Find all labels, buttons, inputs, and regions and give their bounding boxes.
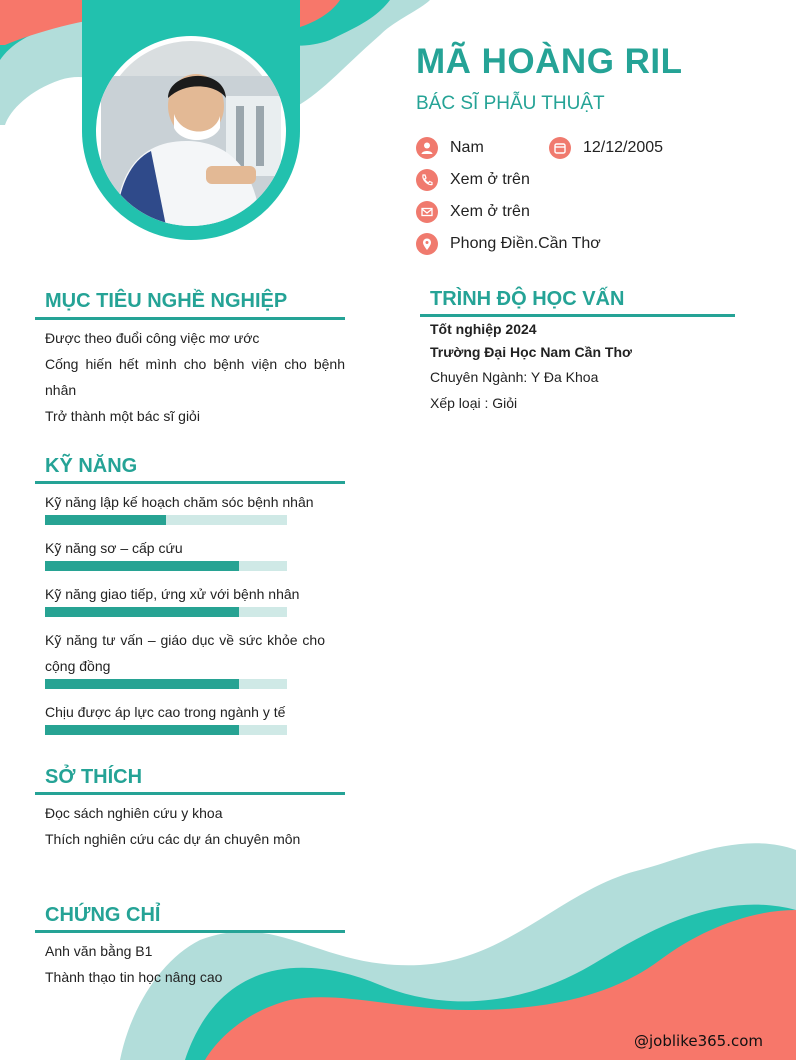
skill-bar xyxy=(45,607,287,617)
skill-label: Kỹ năng giao tiếp, ứng xử với bệnh nhân xyxy=(45,586,300,602)
info-birthday xyxy=(549,137,663,159)
objective-line: Được theo đuổi công việc mơ ước xyxy=(45,330,260,346)
avatar xyxy=(96,36,286,226)
phone-value: Xem ở trên xyxy=(450,171,530,188)
email-value: Xem ở trên xyxy=(450,203,530,220)
skill-bar xyxy=(45,515,287,525)
info-gender xyxy=(416,137,484,159)
education-heading: TRÌNH ĐỘ HỌC VẤN xyxy=(430,288,625,310)
hobbies-divider xyxy=(35,792,345,795)
address-value: Phong Điền.Cần Thơ xyxy=(450,235,601,252)
skill-bar xyxy=(45,725,287,735)
skill-label: Kỹ năng lập kế hoạch chăm sóc bệnh nhân xyxy=(45,494,314,510)
info-phone xyxy=(416,169,530,191)
skills-heading: KỸ NĂNG xyxy=(45,455,138,477)
skill-label: Chịu được áp lực cao trong ngành y tế xyxy=(45,704,286,720)
avatar-photo xyxy=(96,36,286,226)
gender-value: Nam xyxy=(450,139,484,156)
location-pin-icon xyxy=(416,233,438,255)
mail-icon xyxy=(416,201,438,223)
skill-bar-fill xyxy=(45,679,239,689)
education-school: Trường Đại Học Nam Cần Thơ xyxy=(430,344,632,360)
objective-line: Trở thành một bác sĩ giỏi xyxy=(45,408,200,424)
certificate-line: Thành thạo tin học nâng cao xyxy=(45,969,223,985)
objective-heading: MỤC TIÊU NGHỀ NGHIỆP xyxy=(45,290,288,312)
skill-label: Kỹ năng sơ – cấp cứu xyxy=(45,540,183,556)
certificates-heading: CHỨNG CHỈ xyxy=(45,904,161,926)
skill-bar-fill xyxy=(45,561,239,571)
skills-divider xyxy=(35,481,345,484)
candidate-name: MÃ HOÀNG RIL xyxy=(416,42,683,81)
education-major: Chuyên Ngành: Y Đa Khoa xyxy=(430,369,599,385)
skill-label: Kỹ năng tư vấn – giáo dục về sức khỏe cho cộng đồng xyxy=(45,632,325,674)
education-rank: Xếp loại : Giỏi xyxy=(430,395,518,411)
birthday-value: 12/12/2005 xyxy=(583,139,664,156)
education-graduation: Tốt nghiệp 2024 xyxy=(430,321,537,337)
info-address xyxy=(416,233,601,255)
skill-bar xyxy=(45,679,287,689)
hobbies-heading: SỞ THÍCH xyxy=(45,766,143,788)
hobby-line: Đọc sách nghiên cứu y khoa xyxy=(45,805,223,821)
info-email xyxy=(416,201,530,223)
skill-bar-fill xyxy=(45,515,166,525)
skill-bar-fill xyxy=(45,725,239,735)
certificate-line: Anh văn bằng B1 xyxy=(45,943,153,959)
objective-line: Cống hiến hết mình cho bệnh viện cho bệnh nhân xyxy=(45,356,345,398)
calendar-icon xyxy=(549,137,571,159)
user-icon xyxy=(416,137,438,159)
objective-divider xyxy=(35,317,345,320)
watermark: @joblike365.com xyxy=(634,1032,764,1050)
certificates-divider xyxy=(35,930,345,933)
candidate-position: BÁC SĨ PHẪU THUẬT xyxy=(416,93,605,114)
skill-bar xyxy=(45,561,287,571)
hobby-line: Thích nghiên cứu các dự án chuyên môn xyxy=(45,831,301,847)
skill-bar-fill xyxy=(45,607,239,617)
phone-icon xyxy=(416,169,438,191)
